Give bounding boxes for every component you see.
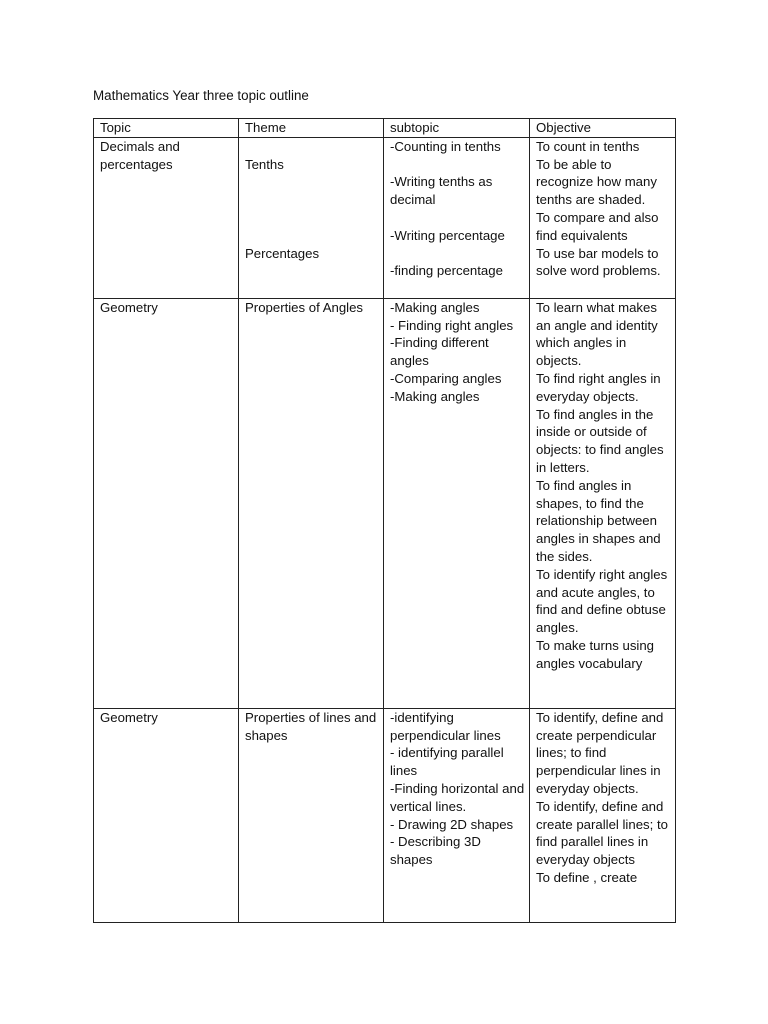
objective-cell — [530, 708, 676, 922]
subtopic-line: -identifying perpendicular lines — [390, 709, 501, 743]
objective-line: To use bar models to solve word problems. — [536, 245, 661, 279]
spacer — [245, 209, 380, 227]
subtopic-line: -Counting in tenths — [390, 138, 501, 154]
objective-line: To find angles in the inside or outside of objects: to find angles in letters. — [536, 406, 664, 475]
topic-cell — [94, 137, 239, 298]
objective-line: To define , create — [536, 869, 638, 885]
subtopic-line: -Making angles — [390, 299, 480, 315]
document-title: Mathematics Year three topic outline — [93, 88, 309, 103]
spacer — [245, 138, 380, 156]
objective-line: To compare and also find equivalents — [536, 209, 659, 243]
objective-line: To learn what makes an angle and identity which angles in objects. — [536, 299, 658, 369]
objective-line: To find right angles in everyday objects. — [536, 370, 661, 404]
header-topic: Topic — [94, 119, 239, 138]
table-row — [94, 137, 676, 298]
objective-line: To count in tenths — [536, 138, 640, 154]
subtopic-line: - identifying parallel lines — [390, 745, 504, 779]
objective-line: To find angles in shapes, to find the relationship between angles in shapes and the sides. — [536, 477, 661, 564]
subtopic-line: -finding percentage — [390, 263, 503, 279]
spacer — [245, 227, 380, 245]
table-row — [94, 708, 676, 922]
theme-line: Properties of lines and shapes — [245, 709, 377, 743]
topic-text: Geometry — [100, 709, 158, 725]
subtopic-cell — [384, 298, 530, 708]
subtopic-line: -Writing percentage — [390, 227, 505, 243]
topic-text: Decimals and percentages — [100, 138, 180, 172]
table-row — [94, 298, 676, 708]
subtopic-line: - Finding right angles — [390, 317, 514, 333]
subtopic-line: -Finding different angles — [390, 335, 489, 369]
subtopic-cell — [384, 137, 530, 298]
subtopic-cell — [384, 708, 530, 922]
objective-line: To identify right angles and acute angles, to find and define obtuse angles. — [536, 566, 668, 636]
topic-outline-table — [93, 118, 676, 923]
subtopic-line: -Writing tenths as decimal — [390, 174, 493, 208]
theme-line: Tenths — [245, 156, 284, 172]
theme-line: Properties of Angles — [245, 299, 364, 315]
theme-cell — [239, 137, 384, 298]
spacer — [245, 173, 380, 191]
header-theme: Theme — [239, 119, 384, 138]
theme-line: Percentages — [245, 245, 320, 261]
topic-cell — [94, 298, 239, 708]
objective-line: To be able to recognize how many tenths are shaded. — [536, 156, 657, 208]
spacer — [390, 209, 526, 227]
subtopic-line: - Describing 3D shapes — [390, 834, 481, 868]
header-subtopic: subtopic — [384, 119, 530, 138]
topic-cell — [94, 708, 239, 922]
theme-cell — [239, 708, 384, 922]
spacer — [390, 245, 526, 263]
spacer — [390, 156, 526, 174]
subtopic-line: - Drawing 2D shapes — [390, 816, 514, 832]
spacer — [245, 191, 380, 209]
objective-line: To make turns using angles vocabulary — [536, 637, 655, 671]
objective-cell — [530, 137, 676, 298]
objective-line: To identify, define and create perpendicular lines; to find perpendicular lines in everyday objects. — [536, 709, 664, 796]
topic-text: Geometry — [100, 299, 158, 315]
subtopic-line: -Making angles — [390, 388, 480, 404]
objective-cell — [530, 298, 676, 708]
objective-line: To identify, define and create parallel lines; to find parallel lines in everyday objects — [536, 798, 668, 868]
subtopic-line: -Comparing angles — [390, 370, 502, 386]
header-objective: Objective — [530, 119, 676, 138]
table-header-row — [94, 119, 676, 138]
subtopic-line: -Finding horizontal and vertical lines. — [390, 780, 525, 814]
theme-cell — [239, 298, 384, 708]
